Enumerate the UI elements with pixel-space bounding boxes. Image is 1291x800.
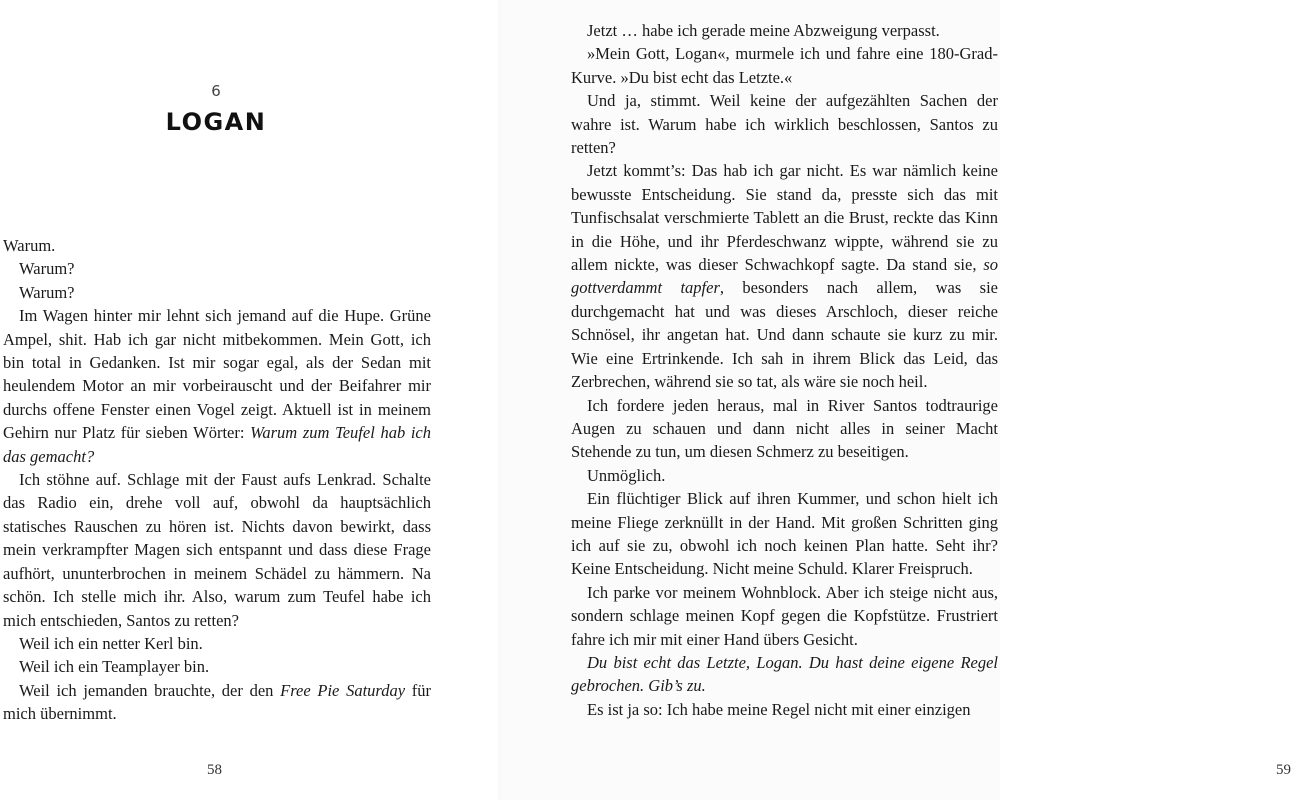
paragraph: Ein flüchtiger Blick auf ihren Kummer, und schon hielt ich meine Fliege zerknüllt in der Hand. Mit großen Schritten ging ich auf sie zu, obwohl ich noch keinen Plan hatte. Seht ihr? Keine Entscheidung. Nicht meine Schuld. Klarer Freispruch. [571,489,998,579]
left-body-text [3,234,431,726]
left-page [0,0,500,800]
paragraph: Du bist echt das Letzte, Logan. Du hast deine eigene Regel gebrochen. Gib’s zu. [571,652,998,696]
paragraph: Ich stöhne auf. Schlage mit der Faust aufs Lenkrad. Schalte das Radio ein, drehe voll auf, obwohl da hauptsächlich statisches Rauschen zu hören ist. Nichts davon bewirkt, dass mein verkrampfter Magen sich entspannt und dass diese Frage aufhört, ununterbrochen in meinem Schädel zu hämmern. Na schön. Ich stelle mich ihr. Also, warum zum Teufel habe ich mich entschieden, Santos zu retten? [3,470,431,630]
paragraph: Weil ich ein Teamplayer bin. [19,657,210,677]
paragraph: Jetzt kommt’s: Das hab ich gar nicht. Es war nämlich keine bewusste Entscheidung. Sie stand da, presste sich das mit Tunfischsalat verschmierte Tablett an die Brust, reckte das Kinn in die Höhe, und ihr Pferdeschwanz wippte, während sie zu allem nickte, was dieser Schwachkopf sagte. Da stand sie, so gottverdammt tapfer, besonders nach allem, was sie durchgemacht hat und was dieses Arschloch, dieser reiche Schnösel, ihr angetan hat. Und dann schaute sie kurz zu mir. Wie eine Ertrinkende. Ich sah in ihrem Blick das Leid, das Zerbrechen, während sie so tat, als wäre sie noch heil. [571,161,998,392]
paragraph: Unmöglich. [587,465,666,485]
paragraph: Weil ich ein netter Kerl bin. [19,633,203,653]
paragraph: Und ja, stimmt. Weil keine der aufgezählten Sachen der wahre ist. Warum habe ich wirklich beschlossen, Santos zu retten? [571,91,998,158]
paragraph: Ich fordere jeden heraus, mal in River Santos todtraurige Augen zu schauen und dann nicht alles in seiner Macht Stehende zu tun, um diesen Schmerz zu beseitigen. [571,395,998,462]
page-number-left: 58 [207,762,222,778]
paragraph: Warum? [19,282,75,302]
paragraph: Es ist ja so: Ich habe meine Regel nicht mit einer einzigen [587,699,971,719]
paragraph: Im Wagen hinter mir lehnt sich jemand auf die Hupe. Grüne Ampel, shit. Hab ich gar nicht mitbekommen. Mein Gott, ich bin total in Gedanken. Ist mir sogar egal, als der Sedan mit heulendem Motor an mir vorbeirauscht und der Beifahrer mir durchs offene Fenster einen Vogel zeigt. Aktuell ist in meinem Gehirn nur Platz für sieben Wörter: Warum zum Teufel hab ich das gemacht? [3,306,431,466]
paragraph: Ich parke vor meinem Wohnblock. Aber ich steige nicht aus, sondern schlage meinen Kopf gegen die Kopfstütze. Frustriert fahre ich mir mit einer Hand übers Gesicht. [571,582,998,649]
paragraph: Jetzt … habe ich gerade meine Abzweigung verpasst. [587,21,940,40]
paragraph: Weil ich jemanden brauchte, der den Free Pie Saturday für mich übernimmt. [3,680,431,724]
paragraph: Warum. [3,236,56,255]
paragraph: »Mein Gott, Logan«, murmele ich und fahre eine 180-Grad-Kurve. »Du bist echt das Letzte.« [571,44,998,87]
paragraph: Warum? [19,259,75,279]
page-number-right: 59 [1276,762,1291,778]
right-body-text [571,19,998,721]
chapter-title: LOGAN [165,108,267,136]
chapter-number: 6 [211,82,221,100]
